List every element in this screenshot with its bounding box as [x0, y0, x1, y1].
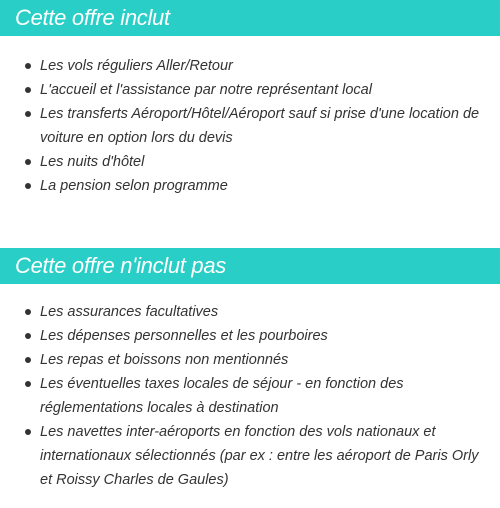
bullet-icon	[25, 429, 31, 435]
bullet-icon	[25, 309, 31, 315]
bullet-icon	[25, 111, 31, 117]
list-item	[0, 324, 490, 348]
list-item-text: Les nuits d'hôtel	[40, 154, 145, 170]
list-item	[0, 300, 490, 324]
list-item-text: Les éventuelles taxes locales de séjour - en fonction des réglementations locales à destination	[40, 376, 404, 416]
list-item-text: Les navettes inter-aéroports en fonction des vols nationaux et internationaux sélectionnés (par ex : entre les aéroport de Paris Orly et Roissy Charles de Gaules)	[40, 424, 479, 488]
list-item-text: Les transferts Aéroport/Hôtel/Aéroport sauf si prise d'une location de voiture en option lors du devis	[40, 106, 480, 146]
list-item	[0, 102, 490, 150]
list-item	[0, 78, 490, 102]
bullet-icon	[25, 159, 31, 165]
list-item-text: L'accueil et l'assistance par notre représentant local	[40, 82, 372, 98]
bullet-icon	[25, 183, 31, 189]
includes-list	[0, 54, 490, 198]
list-item-text: La pension selon programme	[40, 178, 228, 194]
bullet-icon	[25, 357, 31, 363]
list-item	[0, 348, 490, 372]
list-item	[0, 372, 490, 420]
excludes-list	[0, 300, 490, 492]
list-item-text: Les repas et boissons non mentionnés	[40, 352, 289, 368]
bullet-icon	[25, 63, 31, 69]
list-item-text: Les vols réguliers Aller/Retour	[40, 58, 233, 74]
list-item-text: Les assurances facultatives	[40, 304, 219, 320]
list-item-text: Les dépenses personnelles et les pourboires	[40, 328, 328, 344]
bullet-icon	[25, 381, 31, 387]
excludes-section-title: Cette offre n'inclut pas	[0, 248, 500, 284]
list-item	[0, 150, 490, 174]
includes-section-title: Cette offre inclut	[0, 0, 500, 36]
bullet-icon	[25, 333, 31, 339]
list-item	[0, 174, 490, 198]
list-item	[0, 54, 490, 78]
list-item	[0, 420, 490, 492]
bullet-icon	[25, 87, 31, 93]
